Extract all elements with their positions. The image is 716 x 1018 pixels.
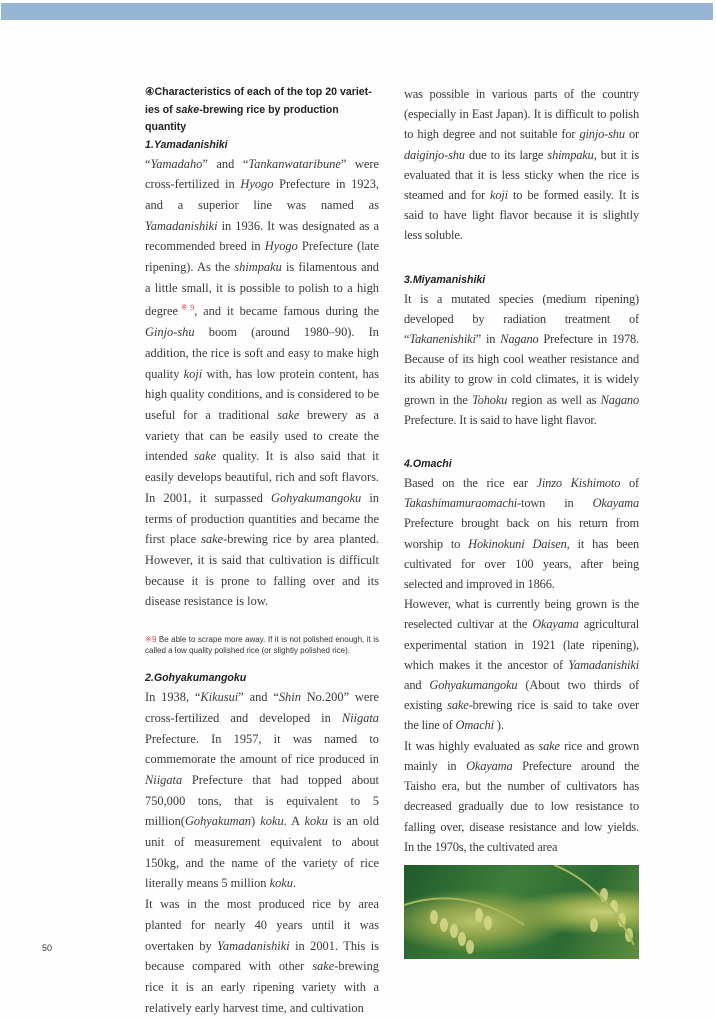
text-run: . [292,876,297,891]
text-run: and [404,678,430,693]
text-run: -brewing rice by area planted. However, it is said that cultivation is difficult because it is prone to falling over and its disease resistance is low. [145,532,379,609]
italic-term: Ginjo-shu [145,325,195,340]
text-run: in 2001. This is because compared with other [145,938,379,974]
italic-term: koku [260,814,284,829]
paragraph [145,687,379,894]
text-run: of [620,476,639,491]
text-run: , but it is evaluated that it is less sticky when the rice is steamed and for [404,147,639,203]
gohyakumangoku-body-continued [404,84,639,246]
footnote-ref: ※9 [178,303,195,313]
paragraph [404,473,639,594]
italic-term: Yamadanishiki [217,938,290,953]
text-run: -brewing rice is said to take over the line of [404,698,639,733]
italic-term: Kikusui [200,690,239,705]
italic-term: shimpaku [234,260,282,275]
text-run: However, what is currently being grown is the reselected cultivar at the [404,597,639,632]
text-run: Prefecture around the Taisho era, but the number of cultivators has decreased gradually due to low resistance to falling over, disease resistance and low yields. In the 1970s, the cultivated area [404,758,639,854]
subheading-miyamanishiki: 3.Miyamanishiki [404,273,486,286]
italic-term: sake [194,449,217,464]
text-run: brewery as a variety that can be easily used to create the intended [145,408,379,464]
italic-term: Tohoku [472,392,508,407]
text-run: , it has been cultivated for over 100 years, after being selected and improved in 1866. [404,536,639,592]
subheading-omachi: 4.Omachi [404,458,452,471]
text-run: Prefecture in 1923, and a superior line was named as [145,177,379,212]
paragraph [404,594,639,735]
page-number: 50 [42,943,53,953]
italic-term: Okayama [466,758,513,773]
italic-term: koku [304,814,328,829]
italic-term: ginjo-shu [579,127,625,142]
paragraph [404,84,639,246]
yamadanishiki-body [145,154,379,613]
footnote-text: Be able to scrape more away. If it is not polished enough, it is called a low quality polished rice (or slightly polished rice). [145,635,379,656]
italic-term: sake [201,532,224,547]
text-run: or [624,127,639,142]
text-run: quality. It is also said that it easily develops beautiful, rich and soft flavors. In 2001, it surpassed [145,449,380,505]
section-gap [404,430,639,456]
section-gap [404,246,639,272]
italic-term: Jinzo Kishimoto [536,476,621,491]
italic-term: koji [490,188,508,203]
text-run: was possible in various parts of the country (especially in East Japan). It is difficult to polish to high degree and not suitable for [404,87,639,142]
text-run: ). [493,718,504,733]
italic-term: Gohyakumangoku [271,490,362,505]
paragraph [145,894,379,1018]
paragraph [404,736,639,857]
italic-term: Hyogo [240,177,274,192]
italic-term: sake [538,738,560,753]
italic-term: Niigata [341,710,379,725]
italic-term: koji [183,366,203,381]
text-run: in 1936. It was designated as a recommended breed in [145,218,379,254]
italic-term: Hokinokuni Daisen [468,536,567,551]
italic-term: Yamadanishiki [568,657,639,672]
text-run: “ [145,156,151,171]
italic-term: sake [447,698,469,713]
text-run: In 1938, “ [145,690,201,705]
italic-term: sake [277,408,300,423]
rice-ear-photo [404,865,639,959]
italic-term: shimpaku [547,147,594,162]
text-run: It was in the most produced rice by area planted for nearly 40 years until it was overtaken by [145,897,379,953]
italic-term: Okayama [532,617,579,632]
subheading-yamadanishiki: 1.Yamadanishiki [145,138,228,151]
italic-term: Gohyakumangoku [429,678,518,693]
gohyakumangoku-body [145,687,379,1018]
text-run: in terms of production quantities and became the first place [145,490,379,547]
section-heading [145,84,379,137]
text-run: ④Characteristics of each of the top 20 variet- ies of [145,86,372,116]
text-run: is filamentous and a little small, it is possible to polish to a high degree [145,260,379,319]
text-run: It is a mutated species (medium ripening) developed by radiation treatment of “ [404,291,639,347]
italic-term: Takashimamuraomachi [404,496,518,511]
text-run: to be formed easily. It is said to have light flavor because it is slightly less soluble. [404,188,639,243]
text-run: ) [251,814,261,829]
text-run: It was highly evaluated as [404,738,539,753]
text-run: Prefecture (late ripening). As the [145,239,379,275]
italic-term: koku [269,876,293,891]
text-run: No.200” were cross-fertilized and developed in [145,690,379,725]
text-run: . A [283,814,305,829]
right-column [404,84,639,959]
text-run: agricultural experimental station in 1921 (late ripening), which makes it the ancestor of [404,617,639,672]
text-run: ” in [475,332,501,347]
italic-term: Tankanwataribune [248,156,341,171]
text-run: boom (around 1980–90). In addition, the rice is soft and easy to make high quality [145,325,379,381]
text-run: , and it became famous during the [194,304,379,319]
italic-term: Hyogo [264,239,298,254]
omachi-body [404,473,639,857]
italic-term: Takanenishiki [409,332,476,347]
text-run: region as well as [507,392,601,407]
text-run: is an old unit of measurement equivalent to about 150kg, and the name of the variety of rice literally means 5 million [145,814,379,891]
text-run: Based on the rice ear [404,476,537,491]
text-run: Prefecture in 1978. Because of its high cool weather resistance and its ability to grow in cold climates, it is widely grown in the [404,332,639,407]
italic-term: Omachi [455,718,494,733]
text-run: Prefecture. It is said to have light flavor. [404,412,597,427]
italic-term: Yamadanishiki [145,218,218,233]
italic-term: Niigata [145,772,183,787]
text-run: -brewing rice by production quantity [145,103,339,133]
paragraph [404,289,639,430]
italic-term: Yamadaho [150,156,203,171]
left-column [145,84,379,1018]
text-run: (About two thirds of existing [404,678,639,713]
subheading-gohyakumangoku: 2.Gohyakumangoku [145,672,247,685]
italic-term: sake [175,103,200,116]
text-run: rice and grown mainly in [404,738,639,773]
italic-term: Nagano [600,392,639,407]
text-run: -town in [517,496,593,511]
paragraph [145,154,379,613]
text-run: Prefecture that had topped about 750,000 tons, that is equivalent to 5 million( [145,772,379,829]
text-run: Prefecture brought back on his return from worship to [404,516,639,551]
text-run: ” were cross-fertilized in [145,156,380,192]
italic-term: sake [312,959,335,974]
italic-term: Nagano [500,332,539,347]
text-run: ” and “ [202,156,249,171]
text-run: due to its large [464,147,548,162]
text-run: Prefecture. In 1957, it was named to commemorate the amount of rice produced in [145,731,379,767]
text-run: with, has low protein content, has high quality conditions, and is considered to be useful for a traditional [145,366,380,423]
text-run: -brewing rice it is an early ripening variety with a relatively early harvest time, and cultivation [145,959,379,1015]
italic-term: Gohyakuman [184,814,252,829]
miyamanishiki-body [404,289,639,430]
italic-term: Shin [278,690,301,705]
italic-term: Okayama [592,496,639,511]
italic-term: daiginjo-shu [404,147,465,162]
rice-ear-illustration [404,865,639,959]
footnote-mark: ※9 [145,635,157,645]
text-run: ” and “ [238,690,279,705]
header-bar [1,3,713,20]
footnote-9 [145,634,379,656]
